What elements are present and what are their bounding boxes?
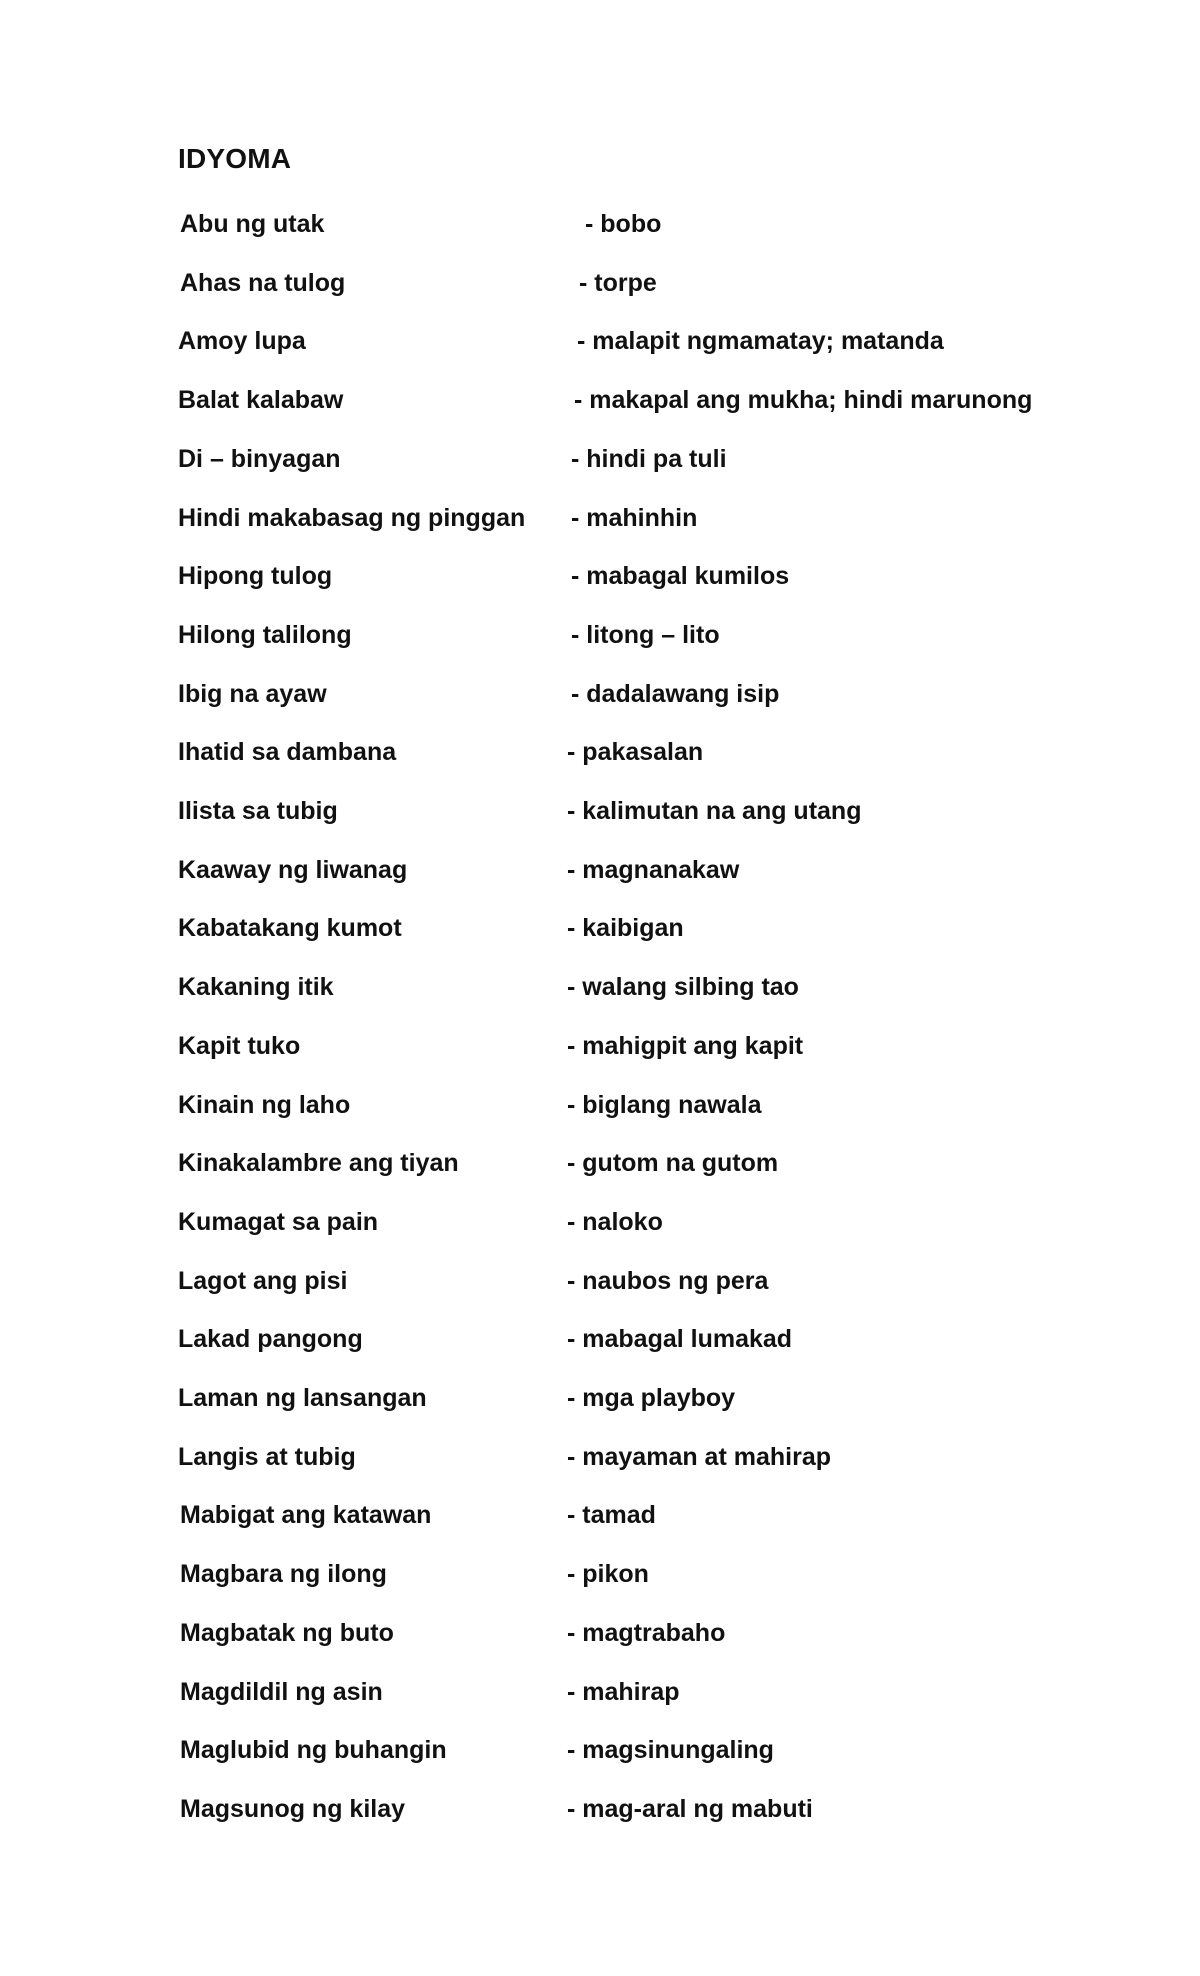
idiom-meaning: - naloko xyxy=(567,1208,663,1236)
idiom-entry xyxy=(0,1026,1200,1066)
idiom-term: Di – binyagan xyxy=(178,445,341,473)
idiom-meaning: - mahinhin xyxy=(571,504,698,532)
idiom-entry xyxy=(0,1495,1200,1535)
idiom-entry xyxy=(0,380,1200,420)
idiom-entry xyxy=(0,263,1200,303)
idiom-meaning: - litong – lito xyxy=(571,621,720,649)
idiom-meaning: - gutom na gutom xyxy=(567,1149,779,1177)
idiom-term: Hindi makabasag ng pinggan xyxy=(178,504,526,532)
idiom-term: Kapit tuko xyxy=(178,1032,301,1060)
idiom-entry xyxy=(0,615,1200,655)
idiom-term: Lakad pangong xyxy=(178,1325,363,1353)
idiom-term: Kumagat sa pain xyxy=(178,1208,379,1236)
idiom-meaning: - mabagal kumilos xyxy=(571,562,790,590)
idiom-entry xyxy=(0,1437,1200,1477)
idiom-meaning: - mahigpit ang kapit xyxy=(567,1032,804,1060)
idiom-meaning: - bobo xyxy=(585,210,662,238)
idiom-entry xyxy=(0,204,1200,244)
idiom-term: Hilong talilong xyxy=(178,621,352,649)
idiom-term: Ahas na tulog xyxy=(180,269,346,297)
idiom-meaning: - tamad xyxy=(567,1501,656,1529)
idiom-meaning: - pikon xyxy=(567,1560,649,1588)
idiom-term: Magbatak ng buto xyxy=(180,1619,394,1647)
idiom-term: Magbara ng ilong xyxy=(180,1560,387,1588)
idiom-meaning: - kalimutan na ang utang xyxy=(567,797,862,825)
idiom-entry xyxy=(0,850,1200,890)
idiom-term: Langis at tubig xyxy=(178,1443,356,1471)
idiom-term: Maglubid ng buhangin xyxy=(180,1736,447,1764)
idiom-entry xyxy=(0,674,1200,714)
idiom-meaning: - torpe xyxy=(579,269,657,297)
idiom-entry xyxy=(0,556,1200,596)
idiom-meaning: - mag-aral ng mabuti xyxy=(567,1795,813,1823)
idiom-meaning: - mayaman at mahirap xyxy=(567,1443,831,1471)
idiom-entry xyxy=(0,1319,1200,1359)
idiom-meaning: - naubos ng pera xyxy=(567,1267,769,1295)
idiom-meaning: - hindi pa tuli xyxy=(571,445,727,473)
idiom-meaning: - magsinungaling xyxy=(567,1736,774,1764)
idiom-meaning: - biglang nawala xyxy=(567,1091,762,1119)
idiom-term: Kinain ng laho xyxy=(178,1091,351,1119)
idiom-meaning: - mahirap xyxy=(567,1678,680,1706)
idiom-entry xyxy=(0,439,1200,479)
idiom-meaning: - pakasalan xyxy=(567,738,704,766)
idiom-entry xyxy=(0,1143,1200,1183)
idiom-entry xyxy=(0,1730,1200,1770)
idiom-entry xyxy=(0,908,1200,948)
idiom-entry xyxy=(0,1202,1200,1242)
idiom-term: Magsunog ng kilay xyxy=(180,1795,406,1823)
idiom-term: Amoy lupa xyxy=(178,327,306,355)
idiom-term: Kabatakang kumot xyxy=(178,914,402,942)
idiom-term: Kinakalambre ang tiyan xyxy=(178,1149,459,1177)
idiom-meaning: - dadalawang isip xyxy=(571,680,780,708)
idiom-meaning: - magnanakaw xyxy=(567,856,740,884)
idiom-term: Mabigat ang katawan xyxy=(180,1501,432,1529)
page-title: IDYOMA xyxy=(178,143,292,174)
idiom-term: Lagot ang pisi xyxy=(178,1267,348,1295)
idiom-entry xyxy=(0,1789,1200,1829)
idiom-term: Ihatid sa dambana xyxy=(178,738,397,766)
idiom-entry xyxy=(0,967,1200,1007)
idiom-entry xyxy=(0,732,1200,772)
idiom-term: Hipong tulog xyxy=(178,562,333,590)
idiom-term: Kaaway ng liwanag xyxy=(178,856,408,884)
idiom-meaning: - makapal ang mukha; hindi marunong xyxy=(574,386,1033,414)
idiom-term: Ibig na ayaw xyxy=(178,680,327,708)
idiom-term: Abu ng utak xyxy=(180,210,325,238)
idiom-entry xyxy=(0,791,1200,831)
idiom-entry xyxy=(0,1085,1200,1125)
idiom-entry xyxy=(0,1378,1200,1418)
idiom-term: Kakaning itik xyxy=(178,973,334,1001)
idiom-term: Ilista sa tubig xyxy=(178,797,338,825)
idiom-meaning: - magtrabaho xyxy=(567,1619,726,1647)
idiom-entry xyxy=(0,1672,1200,1712)
idiom-term: Magdildil ng asin xyxy=(180,1678,383,1706)
idiom-entry xyxy=(0,498,1200,538)
idiom-entry xyxy=(0,1613,1200,1653)
idiom-meaning: - walang silbing tao xyxy=(567,973,799,1001)
idiom-entry xyxy=(0,1261,1200,1301)
idiom-term: Laman ng lansangan xyxy=(178,1384,427,1412)
idiom-meaning: - malapit ngmamatay; matanda xyxy=(577,327,944,355)
idiom-meaning: - mabagal lumakad xyxy=(567,1325,793,1353)
idiom-entry xyxy=(0,1554,1200,1594)
idiom-meaning: - mga playboy xyxy=(567,1384,736,1412)
idiom-term: Balat kalabaw xyxy=(178,386,344,414)
idiom-meaning: - kaibigan xyxy=(567,914,684,942)
idiom-entry xyxy=(0,321,1200,361)
